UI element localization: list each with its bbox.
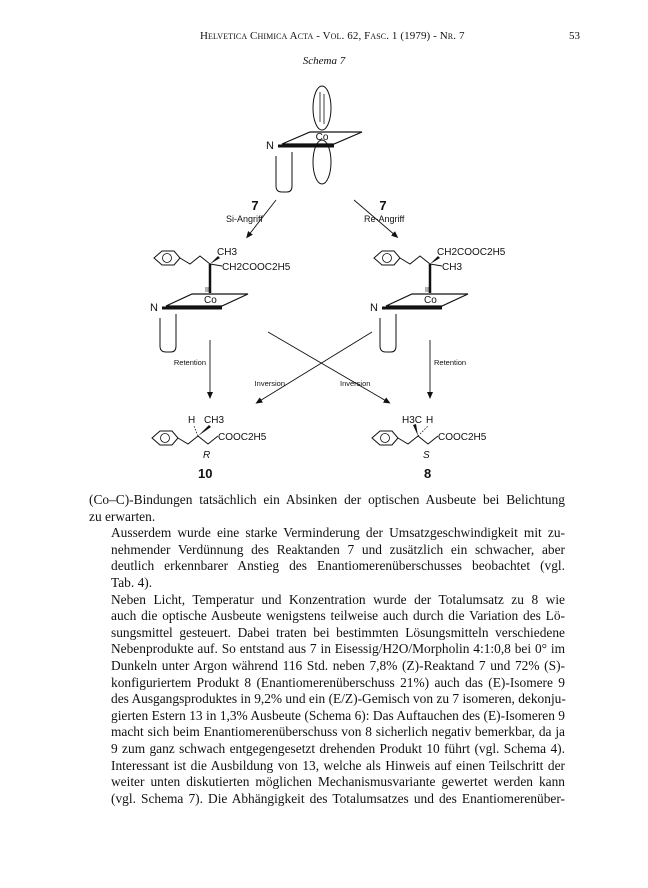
inversion-arrow-left: [258, 332, 372, 402]
text-line: Ausserdem wurde eine starke Verminderung der Umsatzgeschwindigkeit mit zu-: [111, 525, 565, 541]
journal-header: Helvetica Chimica Acta - Vol. 62, Fasc. 1 (1979) - Nr. 7: [200, 30, 465, 42]
product-10-ester: COOC2H5: [218, 432, 267, 443]
n-label: N: [266, 140, 274, 152]
product-10-number: 10: [198, 466, 213, 481]
text-line: Interessant ist die Ausbildung von 13, welche als Hinweis auf einen Teilschritt der: [111, 757, 565, 773]
body-text: [89, 492, 565, 807]
paragraph-3: [89, 592, 565, 808]
paragraph-2: [89, 525, 565, 591]
right-sub-up: CH2COOC2H5: [437, 247, 506, 258]
left-n-label: N: [150, 302, 158, 314]
text-line: 9 zum ganz schwach entgegengesetzt drehenden Produkt 10 führt (vgl. Schema 4).: [111, 740, 565, 756]
aromatic-circle: [383, 254, 392, 263]
si-attack-label: Si-Angriff: [226, 214, 263, 224]
ligand-loop: [380, 314, 396, 352]
product-10-h: H: [188, 415, 196, 426]
text-line: Nebenprodukte auf. So entstand aus 7 in Eisessig/H2O/Morpholin 4:1:0,8 bei 0° im: [111, 641, 565, 657]
right-reactant-number: 7: [379, 198, 387, 213]
product-8-number: 8: [424, 466, 432, 481]
hashed-bond: [194, 426, 198, 436]
re-attack-label: Re-Angriff: [364, 214, 405, 224]
alkyl-chain: [398, 436, 438, 444]
left-co-label: Co: [204, 295, 217, 306]
aromatic-circle: [163, 254, 172, 263]
product-8-h: H: [426, 415, 434, 426]
alkyl-chain: [400, 256, 430, 264]
product-10-methyl: CH3: [204, 415, 225, 426]
left-sub-side: CH2COOC2H5: [222, 262, 291, 273]
page-number: 53: [569, 30, 580, 42]
inversion-label-right: Inversion: [340, 379, 371, 388]
product-8-methyl: H3C: [402, 415, 423, 426]
ligand-loop: [276, 152, 292, 192]
left-reactant-number: 7: [251, 198, 259, 213]
text-line: weiter unten diskutierten möglichen Mechanismusvariante gewertet werden kann: [111, 774, 565, 790]
right-retention-label: Retention: [434, 358, 467, 367]
text-line: gierten Estern 13 in 1,3% Ausbeute (Schema 6): Das Auftauchen des (E)-Isomeren 9: [111, 707, 565, 723]
left-intermediate: [150, 247, 291, 352]
ligand-loop: [160, 314, 176, 352]
text-line: Dunkeln unter Argon während 116 Std. neben 7,8% (Z)-Reaktand 7 und 72% (S)-: [111, 657, 565, 673]
right-intermediate: [370, 247, 506, 352]
co-label: Co: [315, 132, 329, 143]
alkyl-chain: [180, 256, 210, 264]
text-line: Tab. 4).: [111, 574, 153, 590]
paragraph-1: [89, 492, 565, 525]
text-line: nehmender Verdünnung des Reaktanden 7 und zusätzlich ein schwacher, aber: [111, 541, 565, 557]
right-sub-side: CH3: [442, 262, 463, 273]
product-10: [152, 415, 267, 481]
text-line: Neben Licht, Temperatur und Konzentration wurde der Totalumsatz zu 8 wie: [111, 591, 565, 607]
text-line: (vgl. Schema 7). Die Abhängigkeit des Totalumsatzes und des Enantiomerenüber-: [111, 790, 565, 806]
inversion-label-left: Inversion: [254, 379, 285, 388]
product-8-ester: COOC2H5: [438, 432, 487, 443]
text-line: macht sich beim Enantiomerenüberschuss von 8 sicherlich negativ bemerkbar, da ja: [111, 724, 565, 740]
text-line: konfiguriertem Produkt 8 (Enantiomerenüberschuss 21%) auch das (E)-Isomere 9: [111, 674, 565, 690]
product-8: [372, 415, 487, 481]
left-retention-label: Retention: [173, 358, 206, 367]
left-sub-up: CH3: [217, 247, 238, 258]
left-oxidation-state: III: [205, 287, 211, 294]
wedge-bond: [198, 425, 211, 436]
side-bond: [210, 264, 222, 266]
right-oxidation-state: III: [425, 287, 431, 294]
text-line: sungsmittel gesteuert. Dabei traten bei bestimmten Lösungsmitteln verschiedene: [111, 624, 565, 640]
text-line: deutlich erkennbarer Anstieg des Enantiomerenüberschusses beobachtet (vgl.: [111, 558, 565, 574]
scheme-title: Schema 7: [302, 55, 346, 67]
text-line: zu erwarten.: [89, 508, 156, 524]
product-10-config: R: [203, 450, 211, 461]
top-cobalt-complex: [266, 86, 362, 192]
aromatic-circle: [381, 434, 390, 443]
alkyl-chain: [178, 436, 218, 444]
side-bond: [430, 264, 442, 266]
text-line: auch die optische Ausbeute wenigstens teilweise auch durch die Variation des Lö-: [111, 608, 565, 624]
text-line: (Co–C)-Bindungen tatsächlich ein Absinken der optischen Ausbeute bei Belichtung: [89, 492, 565, 507]
text-line: des Ausgangsproduktes in 9,2% und ein (E/Z)-Gemisch von zu 7 isomeren, dekonju-: [111, 691, 566, 707]
aromatic-circle: [161, 434, 170, 443]
product-8-config: S: [423, 450, 430, 461]
right-co-label: Co: [424, 295, 437, 306]
hashed-bond: [418, 426, 428, 436]
right-n-label: N: [370, 302, 378, 314]
upper-orbital-lobe: [313, 86, 331, 130]
inversion-arrow-right: [268, 332, 388, 402]
